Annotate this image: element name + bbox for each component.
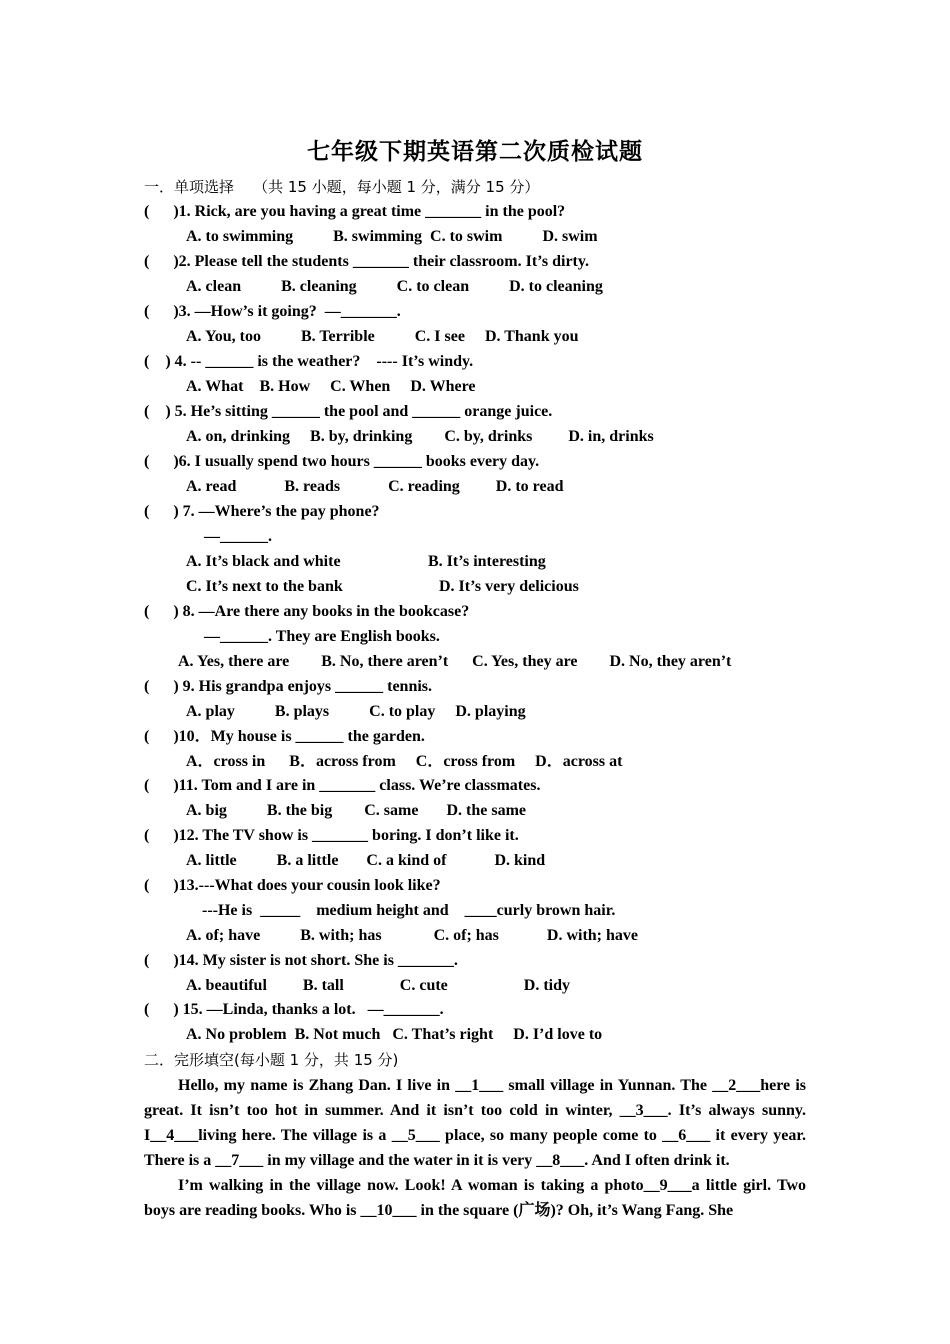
cloze-paragraph-2: [144, 1173, 806, 1223]
answer-blank-8: —______. They are English books.: [204, 628, 440, 645]
question-11: ( )11. Tom and I are in _______ class. We’re classmates.: [144, 777, 541, 794]
options-11: A. big B. the big C. same D. the same: [186, 802, 526, 819]
page-title: 七年级下期英语第二次质检试题: [307, 138, 643, 165]
options-10: A．cross in B．across from C．cross from D．across at: [186, 753, 623, 770]
options-1: A. to swimming B. swimming C. to swim D. swim: [186, 228, 598, 245]
options-12: A. little B. a little C. a kind of D. kind: [186, 852, 546, 869]
options-14: A. beautiful B. tall C. cute D. tidy: [186, 977, 570, 994]
option-7d: D. It’s very delicious: [439, 578, 579, 595]
options-8: A. Yes, there are B. No, there aren’t C. Yes, they are D. No, they aren’t: [178, 653, 732, 670]
question-12: ( )12. The TV show is _______ boring. I don’t like it.: [144, 827, 519, 844]
options-6: A. read B. reads C. reading D. to read: [186, 478, 564, 495]
options-3: A. You, too B. Terrible C. I see D. Thank you: [186, 328, 579, 345]
section2-heading: 二．完形填空(每小题 1 分，共 15 分): [144, 1051, 399, 1069]
section1-heading: 一．单项选择 （共 15 小题，每小题 1 分，满分 15 分）: [144, 178, 540, 196]
option-7c: C. It’s next to the bank: [186, 578, 343, 595]
question-1: ( )1. Rick, are you having a great time _______ in the pool?: [144, 203, 566, 220]
options-9: A. play B. plays C. to play D. playing: [186, 703, 526, 720]
cloze-paragraph-2-text: I’m walking in the village now. Look! A woman is taking a photo__9___a little girl. Two boys are reading books. Who is __10___ in the square (广场)? Oh, it’s Wang Fang. She: [144, 1177, 806, 1219]
question-8: ( ) 8. —Are there any books in the bookcase?: [144, 603, 470, 620]
question-3: ( )3. —How’s it going? —_______.: [144, 303, 401, 320]
options-13: A. of; have B. with; has C. of; has D. with; have: [186, 927, 639, 944]
question-9: ( ) 9. His grandpa enjoys ______ tennis.: [144, 678, 433, 695]
question-10: ( )10．My house is ______ the garden.: [144, 728, 425, 745]
question-2: ( )2. Please tell the students _______ their classroom. It’s dirty.: [144, 253, 589, 270]
options-2: A. clean B. cleaning C. to clean D. to cleaning: [186, 278, 603, 295]
option-7b: B. It’s interesting: [428, 553, 546, 570]
question-6: ( )6. I usually spend two hours ______ books every day.: [144, 453, 540, 470]
cloze-paragraph-1: [144, 1073, 806, 1173]
question-4: ( ) 4. -- ______ is the weather? ---- It’s windy.: [144, 353, 474, 370]
options-4: A. What B. How C. When D. Where: [186, 378, 476, 395]
option-7a: A. It’s black and white: [186, 553, 341, 570]
answer-line-13: ---He is _____ medium height and ____curly brown hair.: [202, 902, 616, 919]
question-5: ( ) 5. He’s sitting ______ the pool and ______ orange juice.: [144, 403, 553, 420]
options-5: A. on, drinking B. by, drinking C. by, drinks D. in, drinks: [186, 428, 654, 445]
question-14: ( )14. My sister is not short. She is _______.: [144, 952, 458, 969]
question-7: ( ) 7. —Where’s the pay phone?: [144, 503, 380, 520]
answer-blank-7: —______.: [204, 528, 272, 545]
question-15: ( ) 15. —Linda, thanks a lot. —_______.: [144, 1001, 444, 1018]
cloze-paragraph-1-text: Hello, my name is Zhang Dan. I live in __1___ small village in Yunnan. The __2___here is great. It isn’t too hot in summer. And it isn’t too cold in winter, __3___. It’s always sunny. I__4___living here. The village is a __5___ place, so many people come to __6___ it every year. There is a __7___ in my village and the water in it is very __8___. And I often drink it.: [144, 1077, 806, 1169]
options-15: A. No problem B. Not much C. That’s right D. I’d love to: [186, 1026, 603, 1043]
question-13: ( )13.---What does your cousin look like?: [144, 877, 441, 894]
